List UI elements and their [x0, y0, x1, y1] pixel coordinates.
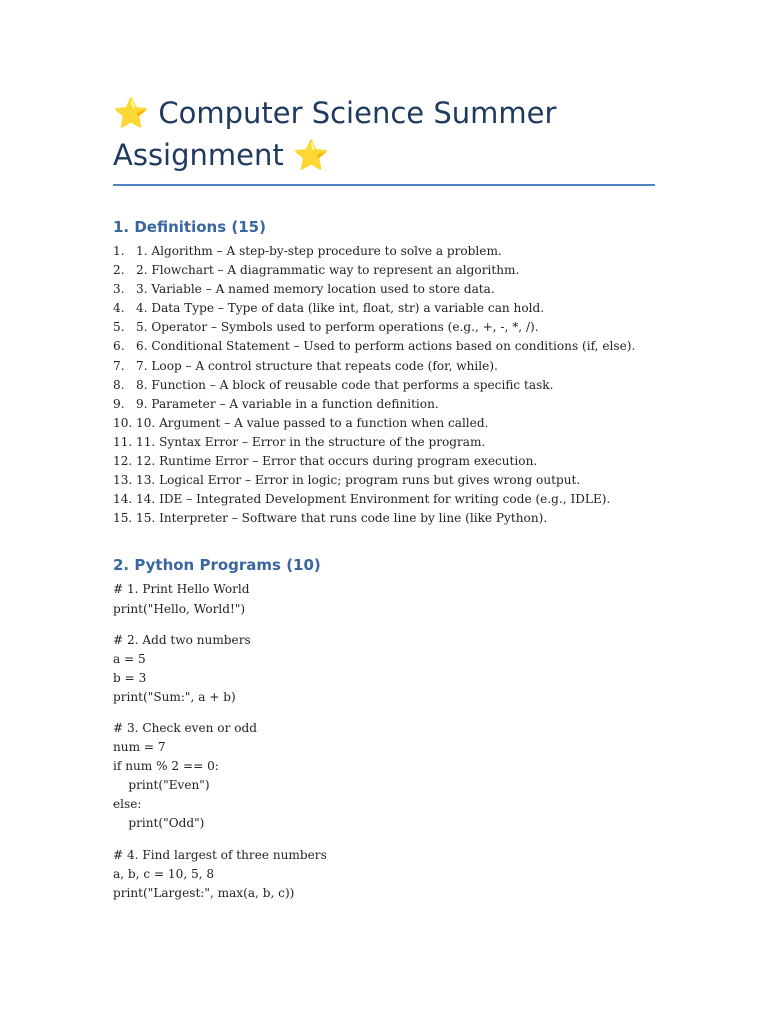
definition-item — [113, 357, 655, 376]
definition-item — [113, 376, 655, 395]
code-line: num = 7 — [113, 740, 166, 755]
definition-text: 4. Data Type – Type of data (like int, float, str) a variable can hold. — [136, 301, 545, 316]
code-line: if num % 2 == 0: — [113, 759, 219, 774]
definition-item — [113, 299, 655, 318]
code-block — [113, 580, 655, 618]
document-page — [113, 92, 655, 915]
list-number: 14. — [113, 492, 133, 507]
document-title: ⭐ Computer Science Summer Assignment ⭐ — [113, 92, 655, 186]
definition-item — [113, 242, 655, 261]
definition-item — [113, 452, 655, 471]
definition-item — [113, 280, 655, 299]
code-line: a = 5 — [113, 651, 146, 666]
code-line: print("Largest:", max(a, b, c)) — [113, 885, 295, 900]
code-line: a, b, c = 10, 5, 8 — [113, 866, 215, 881]
code-block — [113, 631, 655, 707]
list-number: 6. — [113, 339, 125, 354]
definition-item — [113, 261, 655, 280]
list-number: 1. — [113, 244, 125, 258]
definition-item — [113, 509, 655, 528]
definition-item — [113, 337, 655, 356]
list-number: 3. — [113, 282, 125, 297]
list-number: 7. — [113, 358, 125, 373]
list-number: 13. — [113, 473, 133, 488]
definition-item — [113, 433, 655, 452]
code-line: # 2. Add two numbers — [113, 632, 251, 647]
code-block — [113, 719, 655, 834]
definition-item — [113, 490, 655, 509]
code-line: print("Odd") — [113, 816, 205, 831]
code-line: print("Hello, World!") — [113, 601, 246, 616]
code-line: # 1. Print Hello World — [113, 582, 250, 597]
definition-text: 11. Syntax Error – Error in the structure of the program. — [136, 434, 486, 449]
definition-text: 2. Flowchart – A diagrammatic way to represent an algorithm. — [136, 263, 520, 278]
list-number: 2. — [113, 263, 125, 278]
definitions-list — [113, 242, 655, 528]
list-number: 5. — [113, 320, 125, 335]
definition-text: 5. Operator – Symbols used to perform operations (e.g., +, -, *, /). — [136, 320, 539, 335]
definition-text: 1. Algorithm – A step-by-step procedure to solve a problem. — [136, 244, 502, 258]
code-line: b = 3 — [113, 670, 147, 685]
python-programs-code — [113, 580, 655, 902]
list-number: 11. — [113, 434, 133, 449]
list-number: 9. — [113, 396, 125, 411]
definition-item — [113, 395, 655, 414]
definition-item — [113, 471, 655, 490]
definition-text: 3. Variable – A named memory location used to store data. — [136, 282, 495, 297]
definition-text: 14. IDE – Integrated Development Environment for writing code (e.g., IDLE). — [136, 492, 611, 507]
definition-text: 12. Runtime Error – Error that occurs during program execution. — [136, 454, 538, 469]
definition-text: 9. Parameter – A variable in a function definition. — [136, 396, 439, 411]
code-line: print("Even") — [113, 778, 210, 793]
code-block — [113, 846, 655, 903]
section-heading-definitions: 1. Definitions (15) — [113, 218, 266, 236]
code-line: else: — [113, 797, 142, 812]
definition-item — [113, 318, 655, 337]
definition-text: 13. Logical Error – Error in logic; program runs but gives wrong output. — [136, 473, 581, 488]
list-number: 12. — [113, 454, 133, 469]
list-number: 10. — [113, 415, 133, 430]
list-number: 15. — [113, 511, 133, 526]
definition-text: 8. Function – A block of reusable code that performs a specific task. — [136, 377, 554, 392]
list-number: 4. — [113, 301, 125, 316]
list-number: 8. — [113, 377, 125, 392]
code-line: # 4. Find largest of three numbers — [113, 847, 327, 862]
section-heading-python-programs: 2. Python Programs (10) — [113, 556, 321, 575]
definition-text: 15. Interpreter – Software that runs code line by line (like Python). — [136, 511, 548, 526]
definition-text: 10. Argument – A value passed to a function when called. — [136, 415, 489, 430]
definition-text: 7. Loop – A control structure that repeats code (for, while). — [136, 358, 498, 373]
code-line: # 3. Check even or odd — [113, 720, 257, 735]
code-line: print("Sum:", a + b) — [113, 689, 236, 704]
definition-item — [113, 414, 655, 433]
definition-text: 6. Conditional Statement – Used to perform actions based on conditions (if, else). — [136, 339, 636, 354]
